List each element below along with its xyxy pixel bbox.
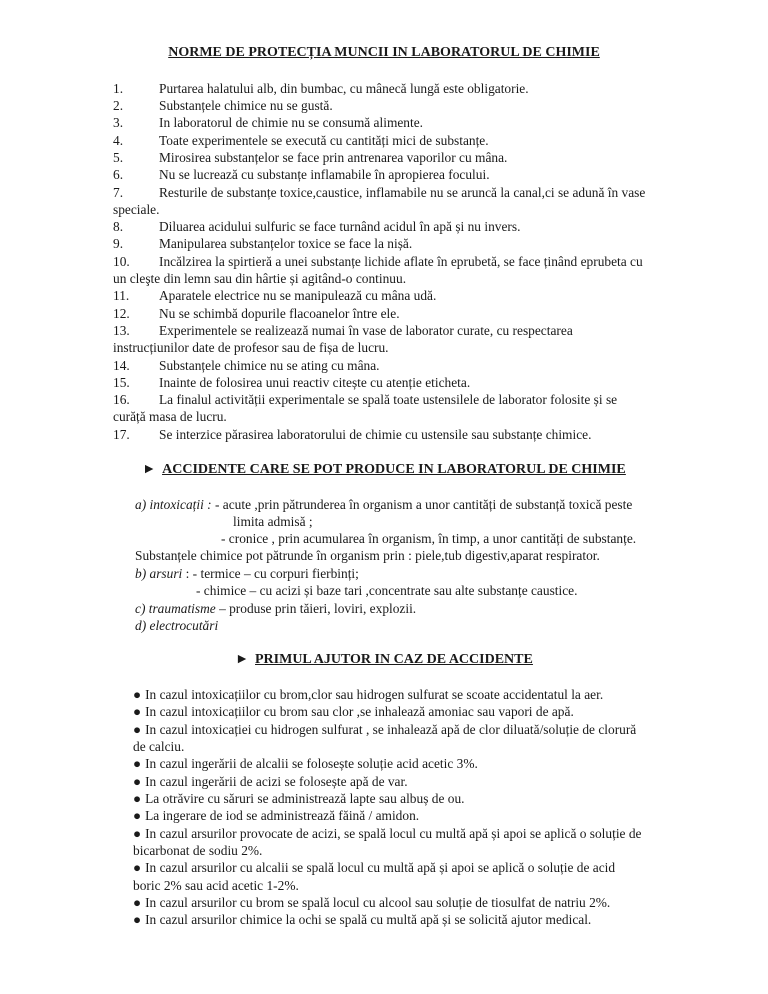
first-aid-item (133, 894, 610, 911)
accident-text: : - termice – cu corpuri fierbinți; (182, 566, 359, 581)
accident-trauma (135, 600, 416, 617)
first-aid-text: In cazul arsurilor cu brom se spală locul cu alcool sau soluție de tiosulfat de natriu 2%. (145, 895, 611, 910)
accident-intoxication (135, 496, 632, 513)
rule-text: Mirosirea substanțelor se face prin antrenarea vaporilor cu mâna. (159, 150, 508, 165)
rule-3 (113, 114, 423, 131)
accident-intoxication-chronic: - cronice , prin acumularea în organism, în timp, a unor cantități de substanțe. (221, 531, 637, 546)
accident-intoxication-continuation: limita admisă ; (233, 514, 313, 529)
rule-text: Nu se lucrează cu substanțe inflamabile în apropierea focului. (159, 167, 490, 182)
rule-text: Se interzice părasirea laboratorului de chimie cu ustensile sau substanțe chimice. (159, 427, 592, 442)
rule-9 (113, 235, 412, 252)
accident-electrocution (135, 617, 218, 634)
rule-6 (113, 166, 490, 183)
rule-text: Toate experimentele se execută cu cantități mici de substanțe. (159, 133, 489, 148)
first-aid-item (133, 703, 574, 720)
first-aid-item (133, 721, 636, 738)
rule-number: 17. (113, 427, 130, 442)
rule-15 (113, 374, 470, 391)
first-aid-heading-text: PRIMUL AJUTOR IN CAZ DE ACCIDENTE (255, 652, 533, 667)
rule-10 (113, 253, 643, 270)
rule-12 (113, 305, 400, 322)
rule-number: 2. (113, 98, 124, 113)
rule-text: Diluarea acidului sulfuric se face turnând acidul în apă și nu invers. (159, 219, 521, 234)
first-aid-item (133, 825, 641, 842)
rule-text: Resturile de substanțe toxice,caustice, inflamabile nu se aruncă la canal,ci se adună în vase (159, 185, 646, 200)
first-aid-text: In cazul ingerării de alcalii se folosește soluție acid acetic 3%. (145, 756, 478, 771)
accident-label: a) intoxicații : (135, 497, 212, 512)
bullet-icon: ● (133, 912, 142, 927)
bullet-icon: ● (133, 860, 142, 875)
first-aid-text: In cazul intoxicațiilor cu brom sau clor ,se inhalează amoniac sau vapori de apă. (145, 704, 574, 719)
accident-text: - acute ,prin pătrunderea în organism a unor cantități de substanță toxică peste (211, 497, 633, 512)
first-aid-item (133, 755, 478, 772)
rule-2 (113, 97, 333, 114)
rule-number: 3. (113, 115, 124, 130)
arrow-icon: ► (142, 462, 157, 477)
first-aid-heading (0, 652, 768, 668)
rule-14 (113, 357, 380, 374)
rule-number: 8. (113, 219, 124, 234)
rule-number: 10. (113, 254, 130, 269)
bullet-icon: ● (133, 756, 142, 771)
first-aid-item (133, 859, 615, 876)
rule-number: 15. (113, 375, 130, 390)
rule-number: 16. (113, 392, 130, 407)
first-aid-item-continuation: boric 2% sau acid acetic 1-2%. (133, 878, 299, 893)
rule-10-continuation: un cleşte din lemn sau din hârtie și agitând-o continuu. (113, 271, 407, 286)
bullet-icon: ● (133, 704, 142, 719)
rule-13-continuation: instrucțiunilor date de profesor sau de fișa de lucru. (113, 340, 389, 355)
first-aid-text: In cazul arsurilor provocate de acizi, se spală locul cu multă apă și apoi se aplică o soluție de (145, 826, 642, 841)
arrow-icon: ► (235, 652, 249, 667)
first-aid-text: In cazul ingerării de acizi se folosește apă de var. (145, 774, 408, 789)
rule-text: Purtarea halatului alb, din bumbac, cu mânecă lungă este obligatorie. (159, 81, 529, 96)
rule-5 (113, 149, 507, 166)
first-aid-text: In cazul intoxicației cu hidrogen sulfurat , se inhalează apă de clor diluată/soluție de clorură (145, 722, 637, 737)
rule-11 (113, 287, 436, 304)
first-aid-item-continuation: de calciu. (133, 739, 185, 754)
bullet-icon: ● (133, 895, 142, 910)
rule-text: Substanțele chimice nu se gustă. (159, 98, 333, 113)
rule-text: Nu se schimbă dopurile flacoanelor între ele. (159, 306, 400, 321)
rule-17 (113, 426, 591, 443)
rule-text: Substanțele chimice nu se ating cu mâna. (159, 358, 380, 373)
accident-label: c) traumatisme (135, 601, 216, 616)
rule-16 (113, 391, 617, 408)
first-aid-text: In cazul arsurilor cu alcalii se spală locul cu multă apă și apoi se aplică o soluție de acid (145, 860, 616, 875)
rule-13 (113, 322, 573, 339)
first-aid-text: In cazul arsurilor chimice la ochi se spală cu multă apă și se solicită ajutor medical. (145, 912, 592, 927)
first-aid-item (133, 790, 464, 807)
page-title: NORME DE PROTECȚIA MUNCII IN LABORATORUL DE CHIMIE (168, 45, 600, 60)
rule-number: 1. (113, 81, 124, 96)
rule-text: Inainte de folosirea unui reactiv citește cu atenție eticheta. (159, 375, 471, 390)
accident-burns (135, 565, 359, 582)
first-aid-text: La otrăvire cu săruri se administrează lapte sau albuș de ou. (145, 791, 465, 806)
rule-16-continuation: curăță masa de lucru. (113, 409, 227, 424)
bullet-icon: ● (133, 826, 142, 841)
first-aid-item-continuation: bicarbonat de sodiu 2%. (133, 843, 263, 858)
accident-burns-chemical: - chimice – cu acizi și baze tari ,concentrate sau alte substanțe caustice. (196, 583, 578, 598)
bullet-icon: ● (133, 808, 142, 823)
rule-number: 6. (113, 167, 124, 182)
first-aid-text: La ingerare de iod se administrează făină / amidon. (145, 808, 420, 823)
rule-text: Experimentele se realizează numai în vase de laborator curate, cu respectarea (159, 323, 573, 338)
rule-text: In laboratorul de chimie nu se consumă alimente. (159, 115, 424, 130)
rule-text: Manipularea substanțelor toxice se face la nișă. (159, 236, 413, 251)
rule-4 (113, 132, 489, 149)
first-aid-text: In cazul intoxicațiilor cu brom,clor sau hidrogen sulfurat se scoate accidentatul la aer. (145, 687, 604, 702)
rule-8 (113, 218, 520, 235)
bullet-icon: ● (133, 791, 142, 806)
rule-text: Aparatele electrice nu se manipulează cu mâna udă. (159, 288, 437, 303)
rule-1 (113, 80, 529, 97)
accidents-heading-text: ACCIDENTE CARE SE POT PRODUCE IN LABORATORUL DE CHIMIE (162, 462, 626, 477)
rule-7-continuation: speciale. (113, 202, 160, 217)
accident-text: – produse prin tăieri, loviri, explozii. (215, 601, 417, 616)
rule-text: La finalul activității experimentale se spală toate ustensilele de laborator folosite și se (159, 392, 618, 407)
rule-number: 4. (113, 133, 124, 148)
first-aid-item (133, 773, 408, 790)
bullet-icon: ● (133, 774, 142, 789)
accidents-heading (0, 462, 768, 478)
rule-number: 9. (113, 236, 124, 251)
first-aid-item (133, 911, 591, 928)
rule-number: 5. (113, 150, 124, 165)
rule-text: Incălzirea la spirtieră a unei substanțe lichide aflate în eprubetă, se face ținând eprubeta cu (159, 254, 643, 269)
rule-number: 14. (113, 358, 130, 373)
rule-number: 12. (113, 306, 130, 321)
accident-label: d) electrocutări (135, 618, 219, 633)
rule-number: 11. (113, 288, 130, 303)
accident-routes: Substanțele chimice pot pătrunde în organism prin : piele,tub digestiv,aparat respirator. (135, 548, 600, 563)
first-aid-item (133, 807, 419, 824)
rule-number: 7. (113, 185, 124, 200)
rule-number: 13. (113, 323, 130, 338)
rule-7 (113, 184, 645, 201)
first-aid-item (133, 686, 603, 703)
accident-label: b) arsuri (135, 566, 183, 581)
bullet-icon: ● (133, 722, 142, 737)
bullet-icon: ● (133, 687, 142, 702)
